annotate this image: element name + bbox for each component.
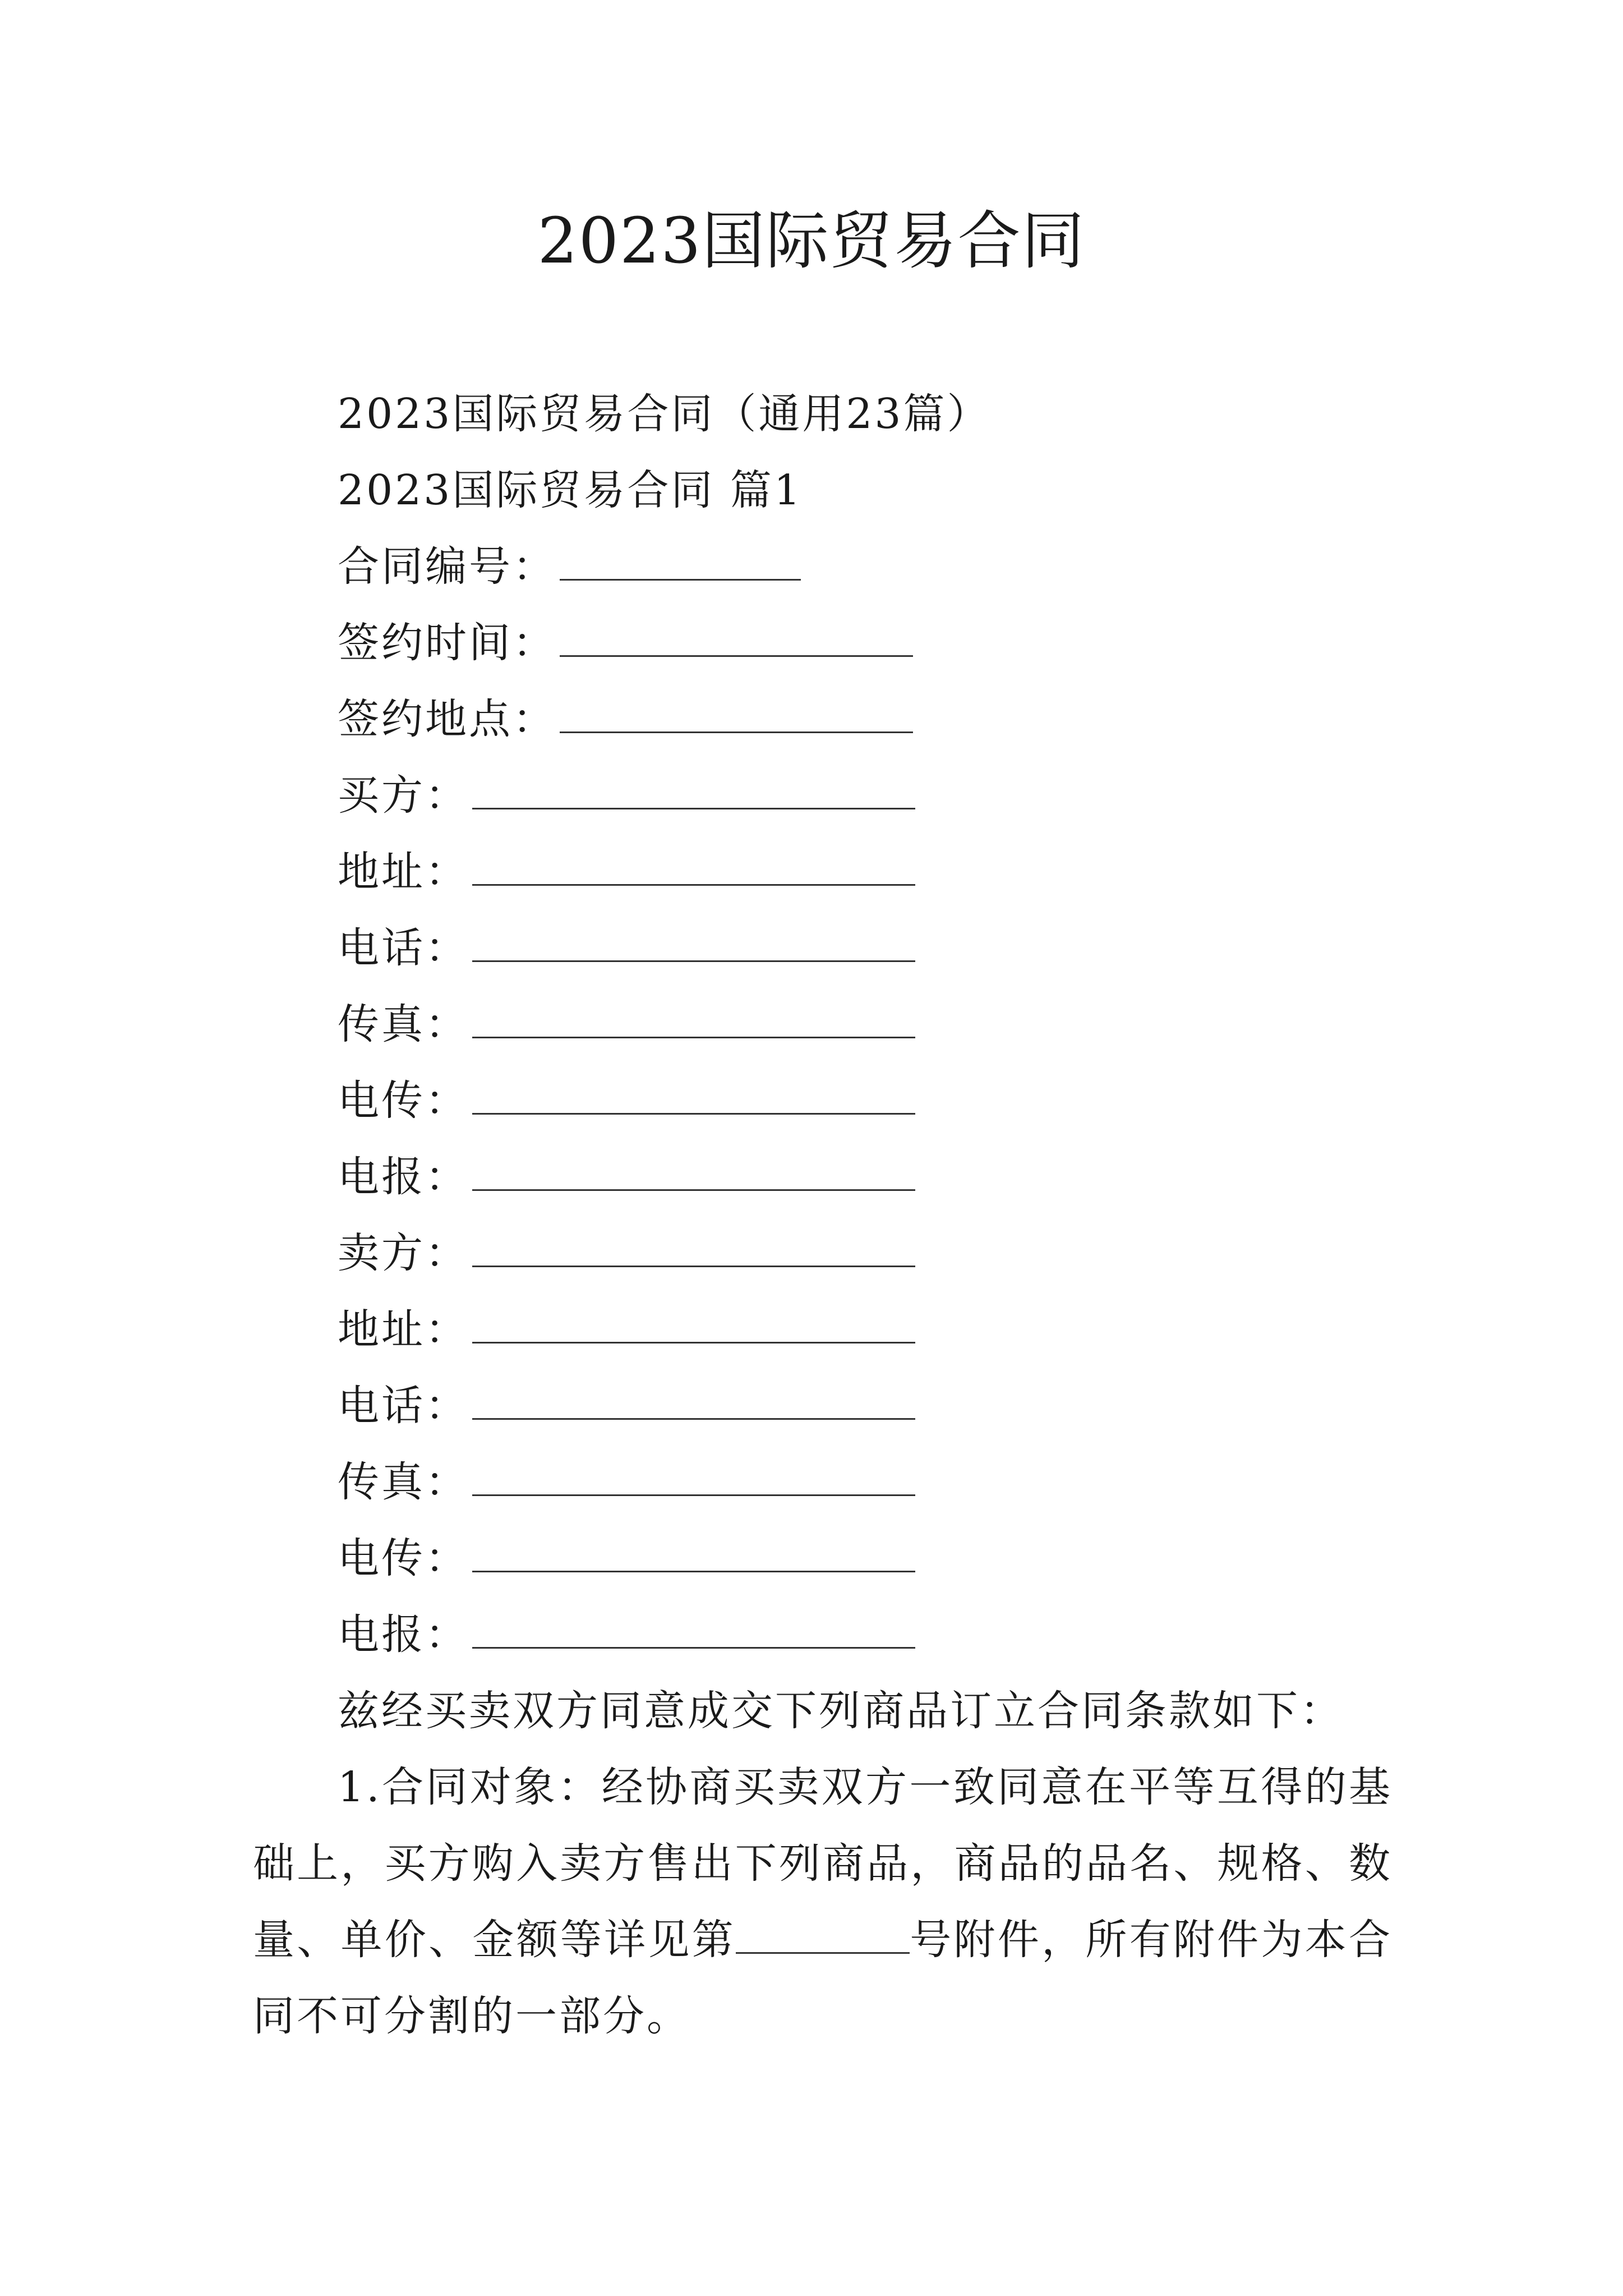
field-blank[interactable] <box>472 1077 915 1115</box>
field-blank[interactable] <box>560 619 913 657</box>
field-label: 签约地点： <box>338 695 556 743</box>
field-row <box>253 1062 1393 1139</box>
clause-1 <box>253 1749 1393 2054</box>
field-row <box>253 605 1393 681</box>
clause-1-text-b: 号附件，所有附件为本合同不可分割的一部分。 <box>253 1916 1393 2040</box>
field-blank[interactable] <box>472 1382 915 1420</box>
field-row <box>253 834 1393 910</box>
field-row <box>253 1368 1393 1444</box>
field-blank[interactable] <box>560 696 913 733</box>
field-row <box>253 910 1393 986</box>
field-row <box>253 757 1393 834</box>
field-row <box>253 681 1393 757</box>
field-row <box>253 1596 1393 1673</box>
field-row <box>253 1139 1393 1215</box>
field-label: 电话： <box>338 1382 469 1430</box>
field-label: 电话： <box>338 924 469 972</box>
clause-1-text-a: 1.合同对象：经协商买卖双方一致同意在平等互得的基础上，买方购入卖方售出下列商品，商品的品名、规格、数量、单价、金额等详见第 <box>253 1763 1393 1964</box>
field-row <box>253 1520 1393 1596</box>
field-blank[interactable] <box>472 1535 915 1572</box>
field-blank[interactable] <box>472 1306 915 1343</box>
field-blank[interactable] <box>560 543 801 581</box>
field-label: 传真： <box>338 1000 469 1048</box>
field-label: 地址： <box>338 848 469 896</box>
field-label: 电传： <box>338 1076 469 1125</box>
field-label: 签约时间： <box>338 619 556 667</box>
field-label: 合同编号： <box>338 542 556 591</box>
attachment-number-blank[interactable] <box>736 1916 910 1954</box>
page-title: 2023国际贸易合同 <box>537 205 1086 278</box>
field-row <box>253 1444 1393 1520</box>
section-heading: 2023国际贸易合同 篇1 <box>338 466 803 514</box>
field-label: 买方： <box>338 771 469 820</box>
field-label: 电传： <box>338 1534 469 1582</box>
field-row <box>253 986 1393 1062</box>
contract-fields <box>253 528 1393 1673</box>
field-blank[interactable] <box>472 1153 915 1191</box>
subtitle: 2023国际贸易合同（通用23篇） <box>338 390 991 438</box>
field-label: 电报： <box>338 1153 469 1201</box>
field-row <box>253 1215 1393 1291</box>
document-body <box>253 376 1393 2054</box>
field-label: 传真： <box>338 1458 469 1506</box>
field-blank[interactable] <box>472 1458 915 1496</box>
field-label: 卖方： <box>338 1229 469 1277</box>
field-row <box>253 1291 1393 1368</box>
field-blank[interactable] <box>472 924 915 962</box>
field-label: 地址： <box>338 1305 469 1354</box>
field-blank[interactable] <box>472 1611 915 1649</box>
field-blank[interactable] <box>472 772 915 809</box>
field-blank[interactable] <box>472 1001 915 1038</box>
field-label: 电报： <box>338 1611 469 1659</box>
field-row <box>253 528 1393 605</box>
field-blank[interactable] <box>472 1230 915 1267</box>
intro-line: 兹经买卖双方同意成交下列商品订立合同条款如下： <box>338 1687 1344 1735</box>
field-blank[interactable] <box>472 848 915 886</box>
